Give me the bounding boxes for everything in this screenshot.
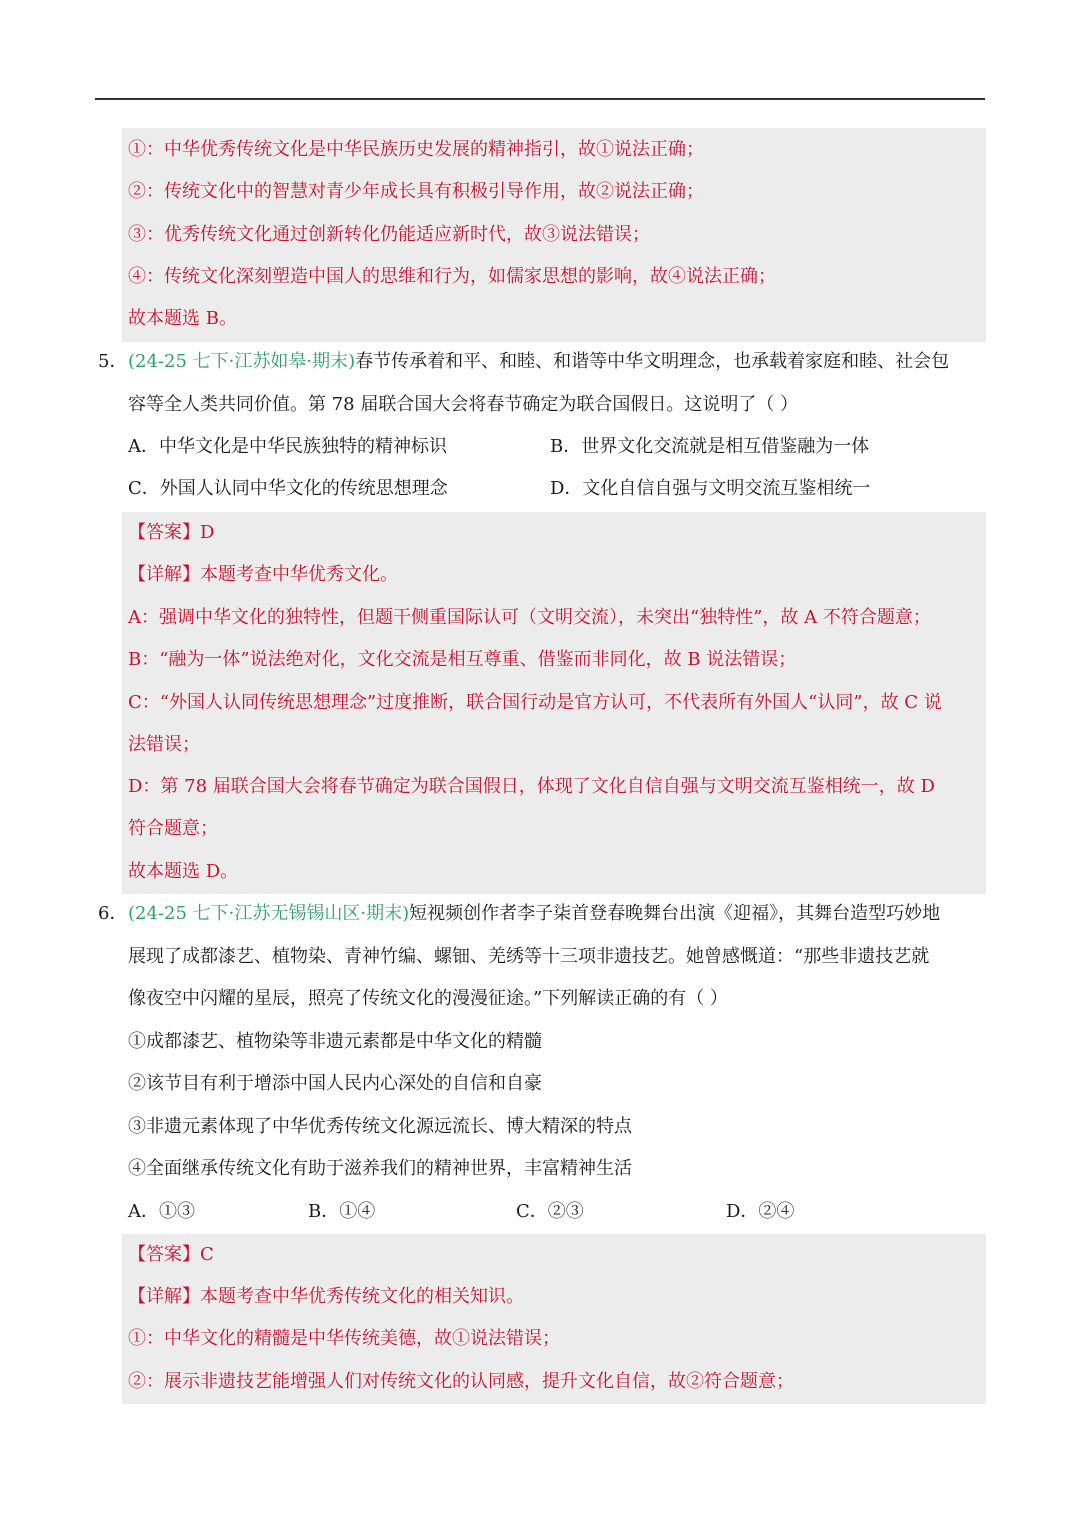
- explanation-line: A：强调中华文化的独特性，但题干侧重国际认可（文明交流），未突出“独特性”，故 A 不符合题意；: [128, 607, 931, 628]
- option-c: C．外国人认同中华文化的传统思想理念: [128, 478, 448, 499]
- explanation-line: C：“外国人认同传统思想理念”过度推断，联合国行动是官方认可，不代表所有外国人“认同”，故 C 说: [128, 692, 942, 713]
- question-source: (24-25 七下·江苏无锡锡山区·期末): [128, 903, 410, 924]
- question-source: (24-25 七下·江苏如皋·期末): [128, 351, 356, 372]
- detail-intro: 【详解】本题考查中华优秀传统文化的相关知识。: [128, 1286, 524, 1307]
- explanation-line: ①：中华优秀传统文化是中华民族历史发展的精神指引，故①说法正确；: [128, 139, 704, 160]
- explanation-line: 符合题意；: [128, 818, 218, 839]
- question-stem: [128, 341, 949, 383]
- option-b: B．①④: [308, 1201, 376, 1222]
- question-number: 6．: [98, 903, 128, 924]
- statement-item: ④全面继承传统文化有助于滋养我们的精神世界，丰富精神生活: [128, 1158, 632, 1179]
- header-rule: [95, 98, 985, 100]
- detail-intro: 【详解】本题考查中华优秀文化。: [128, 564, 398, 585]
- option-c: C．②③: [516, 1201, 584, 1222]
- statement-item: ②该节目有利于增添中国人民内心深处的自信和自豪: [128, 1073, 542, 1094]
- question-stem-line: 展现了成都漆艺、植物染、青神竹编、螺钿、羌绣等十三项非遗技艺。她曾感慨道：“那些非遗技艺就: [128, 946, 930, 967]
- statement-item: ①成都漆艺、植物染等非遗元素都是中华文化的精髓: [128, 1031, 542, 1052]
- stem-text: 春节传承着和平、和睦、和谐等中华文明理念，也承载着家庭和睦、社会包: [355, 351, 950, 372]
- explanation-line: ①：中华文化的精髓是中华传统美德，故①说法错误；: [128, 1328, 560, 1349]
- explanation-line: 法错误；: [128, 734, 200, 755]
- explanation-line: ②：传统文化中的智慧对青少年成长具有积极引导作用，故②说法正确；: [128, 181, 704, 202]
- statement-item: ③非遗元素体现了中华优秀传统文化源远流长、博大精深的特点: [128, 1116, 632, 1137]
- explanation-line: D：第 78 届联合国大会将春节确定为联合国假日，体现了文化自信自强与文明交流互鉴相统一，故 D: [128, 776, 935, 797]
- conclusion-line: 故本题选 D。: [128, 861, 239, 882]
- explanation-line: ③：优秀传统文化通过创新转化仍能适应新时代，故③说法错误；: [128, 224, 650, 245]
- option-a: A．①③: [128, 1201, 195, 1222]
- conclusion-line: 故本题选 B。: [128, 308, 237, 329]
- explanation-line: ②：展示非遗技艺能增强人们对传统文化的认同感，提升文化自信，故②符合题意；: [128, 1371, 794, 1392]
- question-stem: [128, 893, 940, 935]
- answer-label: 【答案】D: [128, 522, 215, 543]
- option-d: D．文化自信自强与文明交流互鉴相统一: [550, 478, 871, 499]
- option-b: B．世界文化交流就是相互借鉴融为一体: [550, 436, 870, 457]
- question-number: 5．: [98, 351, 128, 372]
- option-a: A．中华文化是中华民族独特的精神标识: [128, 436, 447, 457]
- explanation-line: B：“融为一体”说法绝对化，文化交流是相互尊重、借鉴而非同化，故 B 说法错误；: [128, 649, 797, 670]
- question-stem-line: 容等全人类共同价值。第 78 届联合国大会将春节确定为联合国假日。这说明了（ ）: [128, 394, 799, 415]
- stem-text: 短视频创作者李子柒首登春晚舞台出演《迎福》，其舞台造型巧妙地: [409, 903, 941, 924]
- question-stem-line: 像夜空中闪耀的星辰，照亮了传统文化的漫漫征途。”下列解读正确的有（ ）: [128, 988, 728, 1009]
- option-d: D．②④: [726, 1201, 795, 1222]
- answer-label: 【答案】C: [128, 1244, 214, 1265]
- explanation-line: ④：传统文化深刻塑造中国人的思维和行为，如儒家思想的影响，故④说法正确；: [128, 266, 776, 287]
